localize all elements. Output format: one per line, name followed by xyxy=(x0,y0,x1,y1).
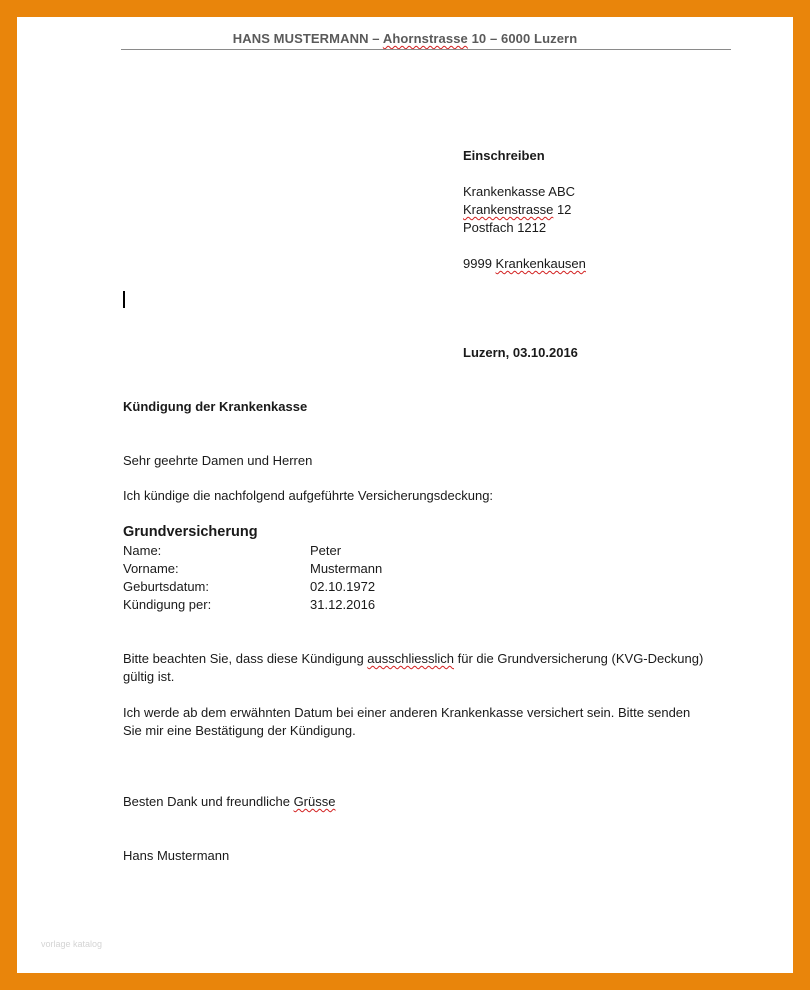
recipient-street xyxy=(463,201,571,219)
recipient-company: Krankenkasse ABC xyxy=(463,184,576,199)
sender-name: HANS MUSTERMANN xyxy=(232,31,369,46)
detail-label: Name: xyxy=(123,543,162,558)
paragraph-2-line-1: Ich werde ab dem erwähnten Datum bei einer anderen Krankenkasse versichert sein. Bitte senden xyxy=(123,705,691,720)
paragraph-1-line-1 xyxy=(123,650,703,668)
recipient-city-line xyxy=(463,255,586,273)
text-cursor[interactable] xyxy=(123,291,125,308)
recipient-city: Krankenkausen xyxy=(495,256,586,271)
paragraph-1-line-2: gültig ist. xyxy=(123,669,175,684)
salutation: Sehr geehrte Damen und Herren xyxy=(123,453,313,468)
document-page xyxy=(17,17,793,973)
sender-street: Ahornstrasse xyxy=(382,31,468,46)
letterhead-separator: – xyxy=(486,31,502,46)
spellcheck-word: Grüsse xyxy=(293,794,336,809)
paragraph-2-line-2: Sie mir eine Bestätigung der Kündigung. xyxy=(123,723,356,738)
place-date: Luzern, 03.10.2016 xyxy=(463,345,578,360)
paragraph-1-text: Bitte beachten Sie, dass diese Kündigung xyxy=(123,651,368,666)
recipient-street-name: Krankenstrasse xyxy=(463,202,554,217)
detail-value: 31.12.2016 xyxy=(310,597,376,612)
closing-text: Besten Dank und freundliche xyxy=(123,794,294,809)
sender-city: 6000 Luzern xyxy=(501,31,578,46)
letterhead-rule xyxy=(121,49,731,50)
detail-label: Vorname: xyxy=(123,561,179,576)
recipient-street-number: 12 xyxy=(553,202,572,217)
letterhead-separator: – xyxy=(368,31,383,46)
sender-street-number: 10 xyxy=(467,31,487,46)
paragraph-1-text: für die Grundversicherung (KVG-Deckung) xyxy=(454,651,704,666)
section-title: Grundversicherung xyxy=(123,524,258,540)
detail-value: Mustermann xyxy=(310,561,383,576)
letterhead xyxy=(17,31,793,46)
recipient-zip: 9999 xyxy=(463,256,496,271)
closing-line xyxy=(123,793,335,811)
spellcheck-word: ausschliesslich xyxy=(367,651,454,666)
detail-label: Kündigung per: xyxy=(123,597,212,612)
letter-subject: Kündigung der Krankenkasse xyxy=(123,399,308,414)
recipient-po-box: Postfach 1212 xyxy=(463,220,547,235)
detail-label: Geburtsdatum: xyxy=(123,579,209,594)
detail-value: 02.10.1972 xyxy=(310,579,376,594)
intro-sentence: Ich kündige die nachfolgend aufgeführte Versicherungsdeckung: xyxy=(123,488,494,503)
delivery-type: Einschreiben xyxy=(463,148,545,163)
signature-name: Hans Mustermann xyxy=(123,848,230,863)
detail-value: Peter xyxy=(310,543,342,558)
watermark: vorlage katalog xyxy=(41,939,103,949)
